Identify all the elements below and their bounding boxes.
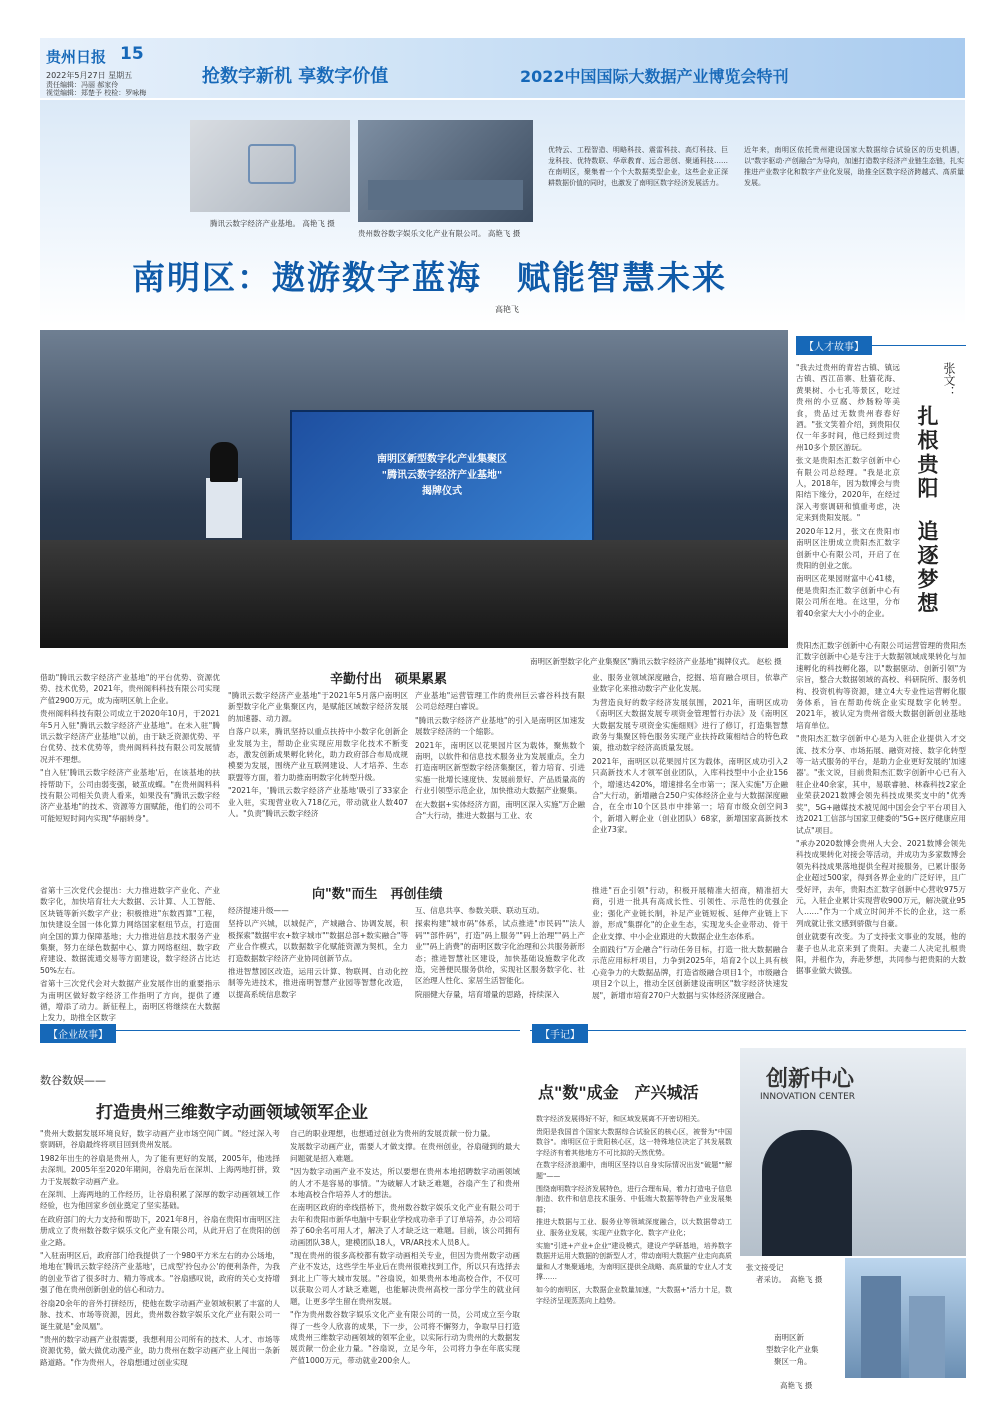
section-1-col-1	[40, 672, 220, 824]
section-2-paragraph: 推进"百企引领"行动，积极开展精准大招商，精准招大商，引进一批具有高成长性、引领性、示范性的优强企业；强化产业链长制，补足产业链短板、延伸产业链上下游，形成"集群化"的企业生态，实现龙头企业带动、骨干企业支撑、中小企业跟进的大数据企业生态体系。	[592, 886, 788, 941]
tower-shape	[861, 1276, 901, 1378]
person-figure	[762, 1130, 852, 1256]
top-photo-caption-1: 腾讯云数字经济产业基地。 高艳飞 摄	[210, 219, 335, 228]
section-2-paragraph: 互、信息共享、参数关联、联动互动。	[415, 906, 545, 915]
enterprise-col-2	[290, 1128, 520, 1366]
talent-story-body-wide	[796, 640, 966, 977]
enterprise-paragraph: "贵州的数字动画产业很需要，我想利用公司所有的技术、人才、市场等资源优势，做大做优动漫产业，助力贵州在数字动画产业上闯出一条新路道路。"作为贵州人，谷扇想通过创业实现	[40, 1334, 280, 1367]
section-1-paragraph: 2021年，南明区以花果园片区为载体，聚焦数个南明，以软件和信息技术服务业为发展重点，全力打造南明区新型数字经济集聚区，着力培育、引进实施一批增长速度快、发展前景好、产品质量高的行业引领型示范企业，加快推动大数据产业聚集。	[415, 740, 585, 796]
section-1-paragraph: "腾讯云数字经济产业基地"的引入是南明区加速发展数字经济的一个缩影。	[415, 715, 585, 737]
speaker-figure	[210, 442, 238, 482]
section-2-col-4	[592, 885, 788, 1001]
section-2-paragraph: 探索构建"城市码"体系，试点推进"市民码""法人码""部件码"，打造"码上服务""码上治理""码上产业""码上消费"的南明区数字化治理和公共服务新形态；推进智慧社区建设，加快基础设施数字化改造，完善便民服务供给，实现社区服务数字化、社区治理人性化、家居生活智能化。	[415, 919, 585, 986]
section-2-col-2	[228, 905, 408, 1000]
section-1-heading: 辛勤付出 硕果累累	[330, 672, 448, 687]
district-credit: 高艳飞 摄	[780, 1381, 813, 1390]
notes-paragraph: 围绕南明数字经济发展特色，进行合理布局，着力打造电子信息制造、软件和信息技术服务、中低端大数据等特色产业发展集群；	[536, 1184, 732, 1214]
enterprise-paragraph: "现在贵州的很多高校都有数字动画相关专业，但因为贵州数字动画产业不发达，这些学生毕业后在贵州很难找到工作，所以只有选择去到北上广等大城市发展。"谷扇说，如果贵州本地高校合作，不仅可以获取公司人才缺乏难题，也能解决贵州高校一部分学生的就业问题，让更多学生留在贵州发展。	[290, 1251, 520, 1306]
notes-paragraph: 贵阳是我国首个国家大数据综合试验区的核心区，被誉为"中国数谷"。南明区位于贵阳核心区，这一特殊地位决定了其发展数字经济有着其他地方不可比拟的天然优势。	[536, 1127, 732, 1157]
enterprise-paragraph: "作为贵州数谷数字娱乐文化产业有限公司的一员，公司成立至今取得了一些令人欣喜的成果，下一步，公司将不懈努力，争取早日打造成贵州三维数字动画领域的领军企业，以实际行动为贵州的大数据发展贡献一份企业力量。"谷扇说，立足今年，公司将力争在年底实现产值1000万元，带动就业200余人。	[290, 1310, 520, 1365]
section-2-heading: 向"数"而生 再创佳绩	[312, 887, 443, 902]
enterprise-paragraph: 在深圳、上海两地的工作经历，让谷扇积累了深厚的数字动画领域工作经验，也为他回家乡创业奠定了坚实基础。	[40, 1190, 280, 1211]
interview-credit: 高艳飞 摄	[790, 1275, 823, 1284]
section-1-col-3	[415, 690, 585, 821]
notes-paragraph: 数字经济发展得好不好，和区域发展离不开密切相关。	[536, 1115, 704, 1123]
notes-body	[536, 1114, 732, 1306]
enterprise-paragraph: 谷扇20余年的音外打拼经历，使他在数字动画产业领域积累了丰富的人脉、技术、市场等资源，因此，贵州数谷数字娱乐文化产业有限公司一诞生就是"金凤凰"。	[40, 1298, 280, 1331]
top-banner	[40, 100, 965, 325]
building-logo-icon	[248, 144, 296, 184]
district-buildings-photo	[845, 1258, 966, 1378]
section-1-paragraph: 为营造良好的数字经济发展氛围，2021年，南明区成功《南明区大数据发展专项资金管理暂行办法》及《南明区大数据发展专项资金实施细则》进行了修订，打造集智慧政务与集聚区特色服务实现产业扶持政策相结合的特色政策，推动数字经济高质量发展。	[592, 697, 788, 753]
enterprise-paragraph: 自己的职业理想，也想通过创业为贵州的发展贡献一份力量。	[290, 1129, 496, 1138]
section-1-paragraph: 借助"腾讯云数字经济产业基地"的平台优势、资源优势、技术优势，2021年，贵州阁料科技有限公司实现产值2900万元，成为南明区航上企业。	[40, 673, 220, 705]
section-2-paragraph: 坚持以产兴城，以城促产，产城融合、协调发展，积极探索"数据牢农+数字城市""数据总部+数实融合"等产业合作模式，以数据数字化赋能资源为契机，全力打造数据数字经济产业协同创新节点。	[228, 919, 408, 963]
enterprise-col-1	[40, 1128, 280, 1368]
interview-caption-line-2: 者采访。	[756, 1275, 786, 1284]
notes-title: 点"数"成金 产兴城活	[538, 1083, 699, 1102]
enterprise-paragraph: "入驻南明区后，政府部门给我提供了一个980平方米左右的办公场地，地地在'腾讯云数字经济产业基地'，已成型'拎包办公'的便利条件，为我的创业节省了很多时力、精力等成本。"谷扇感叹说，政府的关心支持增强了他在贵州创新创业的信心和动力。	[40, 1251, 280, 1295]
section-2-paragraph: 经济提速升级——	[228, 906, 289, 915]
talent-paragraph: "承办2020数博会贵州人大会、2021数博会领先科技成果转化对接会等活动，并成功为多家数博会领先科技成果落地提供全程对接服务，已累计服务企业超过500家，得到各界企业的广泛好评，且广受好评，去年，贵阳杰汇数字创新中心营收975万元，入驻企业累计实现营收900万元，解决就业95人……"作为一个成立时间并不长的企业，这一系列成就让张文感到骄傲与自豪。	[796, 838, 966, 928]
screen-line-1: 南明区新型数字化产业集聚区	[377, 454, 507, 465]
enterprise-paragraph: "贵州大数据发展环境良好，数字动画产业市场空间广阔。"经过深入考察调研，谷扇最终将项目回到贵州发展。	[40, 1129, 280, 1150]
page-number: 15	[120, 44, 144, 64]
podium-shape	[206, 478, 242, 538]
interview-photo	[740, 1048, 966, 1256]
top-text-col-2: 近年来，南明区依托贵州建设国家大数据综合试验区的历史机遇，以"数字驱动·产创融合"为导向，加速打造数字经济产业链生态链，扎实推进产业数字化和数字产业化发展，助推全区数字经济跨越式、高质量发展。	[744, 146, 964, 187]
tower-shape	[909, 1296, 945, 1378]
talent-story-rule	[872, 345, 966, 346]
enterprise-kicker: 数谷数娱——	[40, 1074, 106, 1087]
headline: 南明区：遨游数字蓝海 赋能智慧未来	[132, 258, 727, 297]
section-1-paragraph: "2021年，'腾讯云数字经济产业基地'吸引了33家企业入驻，实现营业收入718亿元，带动就业人数407人。"负责"腾讯云数字经济	[228, 786, 408, 819]
notes-tag: 【手记】	[532, 1024, 588, 1043]
talent-paragraph: "我去过贵州的青岩古镇、镇远古镇、西江苗寨、肚猫花海、黄果树、小七孔等景区，吃过贵州的小豆腐、炒肠粉等美食，贵品过无数贵州春春好酒。"张文笑着介绍，到贵阳仅仅一年多时间，他已经到过贵州10多个景区游玩。	[796, 363, 900, 452]
enterprise-title: 打造贵州三维数字动画领域领军企业	[96, 1103, 368, 1123]
special-issue-title: 2022中国国际大数据产业博览会特刊	[520, 67, 789, 86]
main-photo-caption: 南明区新型数字化产业集聚区"腾讯云数字经济产业基地"揭牌仪式。 赵松 摄	[530, 657, 782, 666]
enterprise-story-tag: 【企业故事】	[40, 1024, 116, 1043]
section-1-paragraph: 业、服务业领域深度融合，挖掘、培育融合项目，依靠产业数字化来推动数字产业化发展。	[592, 673, 788, 694]
talent-paragraph: "贵阳杰汇数字创新中心是为入驻企业提供入才交流、技术分享、市场拓展、融资对接、数字化转型等一站式服务的平台，是助力企业更好发展的'加速器'。"张文说，目前贵阳杰汇数字创新中心已有入驻企业40余家，其中，易联睿驰、林森科技2家企业荣获2021数博会领先科技成果奖支中的"优秀奖"，5G+融媒技术被见闻中国会会宁平台项目入选2021工信部与国家卫健委的"5G+医疗健康应用试点"项目。	[796, 734, 966, 835]
editors-line-1: 责任编辑：冯丽 郝家伶	[46, 81, 119, 89]
enterprise-paragraph: 在政府部门的大力支持和帮助下，2021年8月，谷扇在贵阳市南明区注册成立了贵州数谷数字娱乐文化产业有限公司，从此开启了在贵阳的创业之路。	[40, 1214, 280, 1247]
section-1-paragraph: 2021年，南明区以花果园片区为载体，南明区成功引入2只高新技术人才领军创业团队，入库科技型中小企业156个，增速达420%，增速排名全市第一；深入实施"万企融合"大行动，新增融合250户实体经济企业与大数据深度融合，在全市10个区县市中排第一；培育市级众创空间3个，新增入孵企业（创业团队）68家，新增国家高新技术企业73家。	[592, 756, 788, 835]
masthead-slogan: 抢数字新机 享数字价值	[202, 66, 389, 87]
enterprise-paragraph: 发展数字动画产业，需要人才做支撑。在贵州创业，谷扇碰到的最大问题就是招入难题。	[290, 1142, 520, 1163]
enterprise-paragraph: 在南明区政府的牵线搭桥下，贵州数谷数字娱乐文化产业有限公司于去年和贵阳市新华电脑中专职业学校成功牵手了订单培养，办公司培养了60余名可用人才，解决了人才缺乏这一难题。目前，该公司拥有动画团队38人，建模团队18人，VR/AR技术人员8人。	[290, 1203, 520, 1247]
talent-title-line-2: 追逐梦想	[915, 520, 939, 616]
notes-paragraph: 如今的南明区，大数据企业数量加速，"大数据+"活力十足，数字经济呈现蒸蒸向上趋势。	[536, 1285, 732, 1305]
audience-area	[40, 540, 788, 648]
section-2-paragraph: 省第十三次党代会提出：大力推进数字产业化、产业数字化，加快培育壮大大数据、云计算、人工智能、区块链等新兴数字产业；积极推进"东数西算"工程，加快建设全国一体化算力网络国家枢纽节点，打造面向全国的算力保障基地；大力推进信息技术服务产业集聚，努力在绿色数据中心、算力网络枢纽、数字政府建设、数据流通交易等方面建设，数字经济占比达50%左右。	[40, 886, 220, 975]
notes-paragraph: 实施"引进+产业+企业"建设模式，建设产学研基地，培养数字数据并运用大数据的创新型人才，带动南明大数据产业走向高质量和人才集聚通地，为南明区提供全战略、高质量的专业人才支撑……	[536, 1241, 732, 1282]
talent-paragraph: 2020年12月，张文在贵阳市南明区注册成立贵阳杰汇数字创新中心有限公司，开启了在贵阳的创业之旅。	[796, 526, 900, 570]
byline: 高艳飞	[495, 305, 519, 314]
section-1-paragraph: 自落户以来，腾讯坚持以重点扶持中小数字化创新企业发展为主，帮助企业实现应用数字化技术不断变态，激发创新成果孵化转化，助力政府部合布局成规模要为发展，围绕产业互联网建设、人才培养、生态联盟等方面，着力助推南明数字化转型升级。	[228, 727, 408, 782]
office-photo	[358, 120, 533, 222]
enterprise-paragraph: 1982年出生的谷扇是贵州人，为了能有更好的发展，2005年，他选择去深圳。2005年至2020年期间，谷扇先后在深圳、上海两地打拼，致力于发展数字动画产业。	[40, 1153, 280, 1186]
talent-paragraph: 贵阳杰汇数字创新中心有限公司运营管理的贵阳杰汇数字创新中心是专注于大数据领域成果转化与加速孵化的科技孵化器，以"数据驱动、创新引领"为宗旨，整合大数据领域的高校、科研院所、服务机构、投资机构等资源，建立4大专业性运营孵化服务体系，旨在帮助传统企业实现数字化转型。2021年，被认定为贵州省级大数据创新创业基地培育单位。	[796, 641, 966, 730]
section-1-paragraph: "腾讯云数字经济产业基地"于2021年5月落户南明区新型数字化产业集聚区内，是赋能区域数字经济发展的加速器、动力源。	[228, 691, 408, 723]
talent-paragraph: 南明区花果园财富中心41楼，便是贵阳杰汇数字创新中心有限公司所在地。在这里，分布着40余家大大小小的企业。	[796, 574, 900, 618]
section-1-paragraph: 贵州阁料科技有限公司成立于2020年10月，于2021年5月入驻"腾讯云数字经济产业基地"。在未入驻"腾讯云数字经济产业基地"以前，由于缺乏资源优势、平台优势、技术优势等，贵州阁料科技有限公司发展情况并不理想。	[40, 709, 220, 764]
section-2-paragraph: 省第十三次党代会对大数据产业发展作出的重要指示为南明区做好数字经济工作指明了方向，提供了遵循，增添了动力。新征程上，南明区将继续在大数据上发力，助推全区数字	[40, 979, 220, 1023]
notes-top-rule	[530, 1030, 966, 1031]
section-1-paragraph: "自入驻'腾讯云数字经济产业基地'后，在该基地的扶持帮助下，公司由弱变强，破茧成蝶。"在贵州阁料科技有限公司相关负责人看来，如果没有"腾讯云数字经济产业基地"的技术、资源等方面赋能，他们的公司不可能短短时间内实现"华丽转身"。	[40, 768, 220, 823]
section-2-paragraph: 院丽健大存量，培育增量的思路，持续深入	[415, 989, 560, 999]
tencent-base-photo	[190, 120, 350, 212]
district-caption-line-1: 南明区新	[774, 1333, 804, 1342]
talent-paragraph: 张文是贵阳杰汇数字创新中心有限公司总经理。"我是北京人，2018年，因为数博会与贵阳结下缘分，2020年，在经过深入考察调研和慎重考虑，决定来到贵阳发展。"	[796, 456, 900, 523]
section-2-col-3	[415, 905, 585, 1000]
section-1-col-2	[228, 690, 408, 819]
top-photo-caption-2: 贵州数谷数字娱乐文化产业有限公司。 高艳飞 摄	[358, 229, 521, 238]
talent-person-name: 张文：	[942, 362, 956, 398]
enterprise-paragraph: "因为数字动画产业不发达，所以要想在贵州本地招聘数字动画领域的人才不是容易的事情。"为破解人才缺乏难题，谷扇产生了和贵州本地高校合作培养人才的想法。	[290, 1167, 520, 1200]
section-2-paragraph: 推进智慧园区改造，运用云计算、物联网、自动化控制等先进技术，推进南明智慧产业园等智慧化改造，以提高系统信息数字	[228, 967, 408, 999]
masthead	[40, 38, 965, 98]
district-caption-line-3: 聚区一角。	[774, 1357, 812, 1366]
district-caption-line-2: 型数字化产业集	[766, 1345, 819, 1354]
interview-caption-line-1: 张文接受记	[746, 1263, 784, 1272]
talent-story-body	[796, 362, 900, 619]
main-event-photo	[40, 330, 788, 648]
section-2-paragraph: 全面践行"万企融合"行动任务目标，打造一批大数据融合示范应用标杆项目，力争到2025年，培育2个以上具有核心竞争力的大数据品牌，打造省级融合项目1个，市级融合项目2个以上，推动全区创新建设南明区"数字经济快速发展"，新增市培育270户大数据与实体经济深度融合。	[592, 945, 788, 1000]
issue-date: 2022年5月27日 星期五	[46, 71, 133, 80]
banner-background	[40, 38, 965, 98]
screen-line-2: "腾讯云数字经济产业基地"	[381, 470, 503, 481]
office-desks-shape	[368, 180, 523, 210]
top-text-col-1: 优特云、工程智造、明略科技、震雷科技、高灯科技、巨龙科技、优特数联、华章教育、远合思创、聚通科技……在南明区，聚集着一个个大数据类型企业，这些企业正深耕数据价值的同时，也激发了南明区数字经济发展活力。	[548, 146, 728, 187]
screen-line-3: 揭牌仪式	[422, 486, 462, 497]
notes-paragraph: 在数字经济浪潮中，南明区坚持以自身实际情况出发"破题""解题"——	[536, 1161, 732, 1180]
talent-paragraph: 创业就要有改变。为了支持张文事业的发展，他的妻子也从北京来到了贵阳。夫妻二人决定扎根贵阳，并租作为，奔赴梦想，共同参与把贵阳的大数据事业做大做强。	[796, 932, 966, 976]
section-1-col-4	[592, 672, 788, 836]
innovation-center-sign: 创新中心	[766, 1067, 855, 1092]
innovation-center-sign-en: INNOVATION CENTER	[760, 1092, 856, 1102]
section-2-col-1	[40, 885, 220, 1024]
notes-paragraph: 推进大数据与工业、服务业等领域深度融合，以大数据带动工业、服务业发展，实现产业数字化、数字产业化；	[536, 1218, 732, 1237]
editors-line-2: 视觉编辑：郑楚予 校检：罗咏梅	[46, 89, 147, 97]
talent-story-tag: 【人才故事】	[796, 336, 872, 355]
talent-title-line-1: 扎根贵阳	[915, 405, 939, 501]
paper-logo: 贵州日报	[46, 48, 107, 66]
section-1-paragraph: 产业基地"运营管理工作的贵州巨云睿谷科技有限公司总经理白睿说。	[415, 691, 585, 712]
section-1-paragraph: 在大数据+实体经济方面，南明区深入实施"万企融合"大行动，推进大数据与工业、农	[415, 799, 585, 821]
